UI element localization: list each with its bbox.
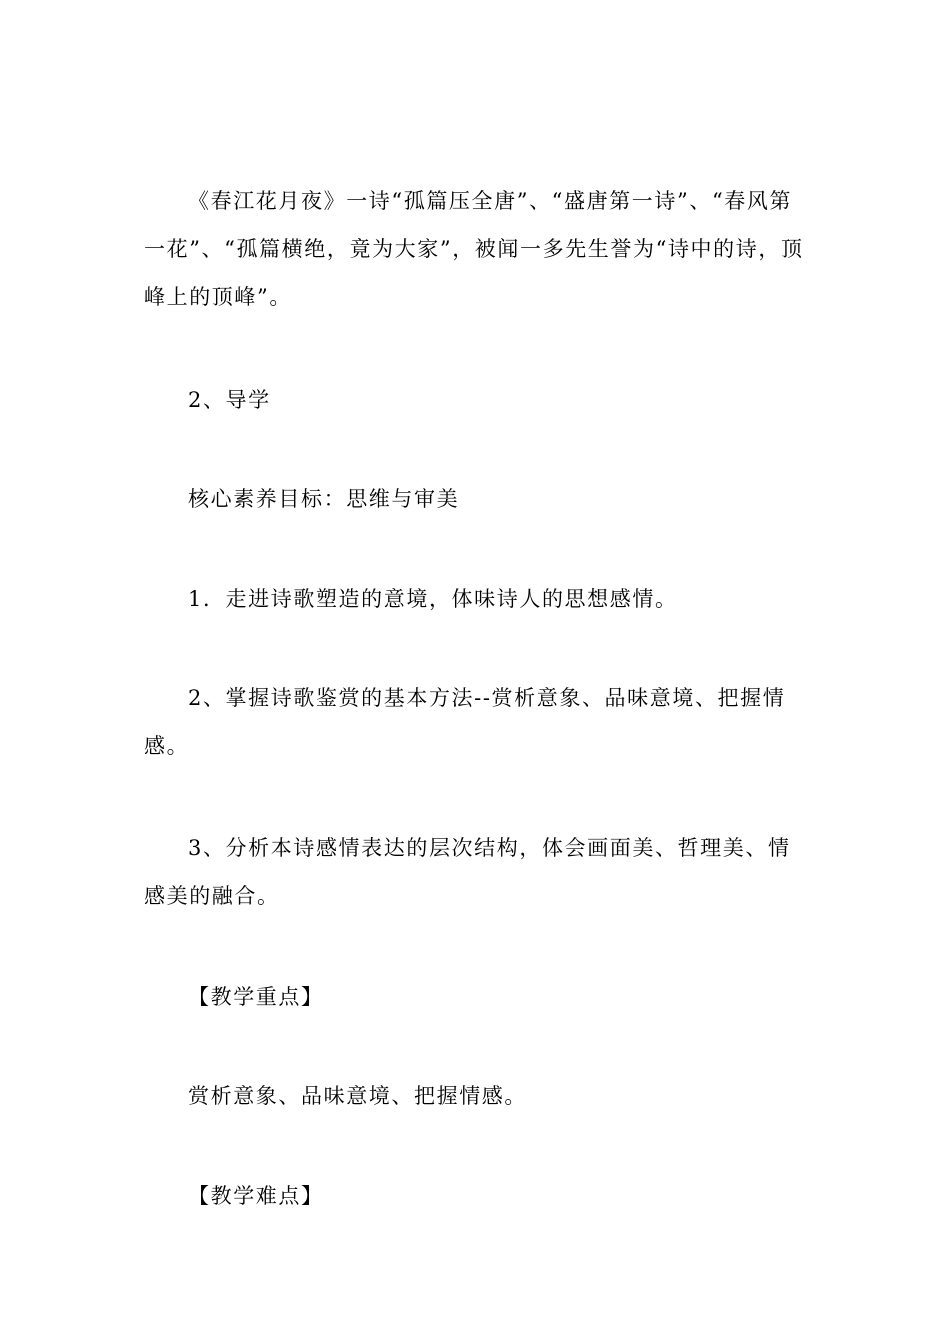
- key-point-heading: 【教学重点】: [188, 985, 324, 1009]
- intro-paragraph: 《春江花月夜》一诗“孤篇压全唐”、“盛唐第一诗”、“春风第一花”、“孤篇横绝，竟为大家”，被闻一多先生誉为“诗中的诗，顶峰上的顶峰”。: [144, 189, 804, 309]
- key-point-text: 赏析意象、品味意境、把握情感。: [188, 1084, 527, 1108]
- section-heading: 2、导学: [188, 388, 271, 412]
- core-goal-line: 核心素养目标：思维与审美: [188, 487, 460, 511]
- difficulty-heading: 【教学难点】: [188, 1184, 324, 1208]
- goal-item-1: 1．走进诗歌塑造的意境，体味诗人的思想感情。: [188, 587, 678, 611]
- goal-item-2: 2、掌握诗歌鉴赏的基本方法--赏析意象、品味意境、把握情感。: [144, 686, 786, 758]
- goal-item-3: 3、分析本诗感情表达的层次结构，体会画面美、哲理美、情感美的融合。: [144, 836, 791, 908]
